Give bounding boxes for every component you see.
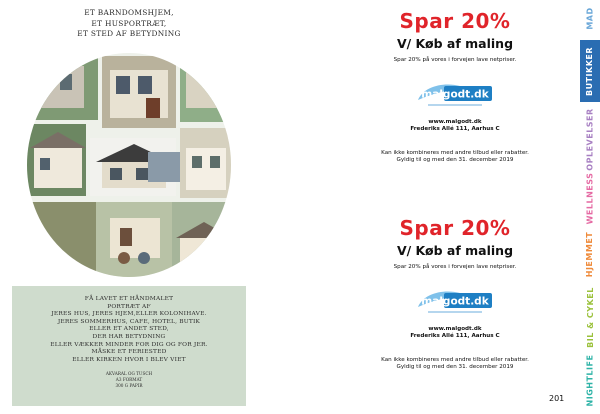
poster-body-line: FÅ LAVET ET HÅNDMALET [84,296,174,302]
tab-butikker[interactable] [580,40,600,102]
coupon-description: Spar 20% på vores i forvejen lave netpriser. [393,264,517,270]
poster-body-line: ELLER KIRKEN HVOR I BLEV VIET [72,356,186,363]
tab-bil-cykel[interactable] [580,286,600,348]
poster-info-box [12,286,246,406]
category-tab-strip [580,0,600,414]
tab-label: BUTIKKER [585,46,595,96]
tab-wellness[interactable] [580,172,600,224]
poster-body-line: PORTRÆT AF [107,303,151,310]
logo-text: malgodt.dk [421,295,489,308]
coupon-subheadline: V/ Køb af maling [396,36,514,51]
poster-body-line: ELLER VÆKKER MINDER FOR DIG OG FOR JER. [50,341,208,348]
tab-nightlife[interactable] [580,352,600,408]
coupon-website[interactable]: www.malgodt.dk [428,119,482,125]
logo-text: malgodt.dk [421,88,489,101]
coupon-headline: Spar 20% [399,216,511,240]
poster-title [12,8,246,40]
poster-title-line: ET HUSPORTRÆT, [91,18,167,28]
coupon-description: Spar 20% på vores i forvejen lave netpriser. [393,57,517,63]
coupon-card[interactable] [350,8,560,164]
malgodt-logo [414,78,496,110]
coupon-subheadline: V/ Køb af maling [396,243,514,258]
coupon-terms-line: Kan ikke kombineres med andre tilbud eller rabatter. [381,150,529,156]
house-portrait-illustration [26,52,232,278]
coupon-website[interactable]: www.malgodt.dk [428,326,482,332]
poster-body-line: JERES SOMMERHUS, CAFE, HOTEL, BUTIK [57,318,201,325]
poster-body-line: DER HAR BETYDNING [92,333,166,340]
poster-title-line: ET STED AF BETYDNING [77,29,181,38]
tab-label: NIGHTLIFE [585,354,595,406]
coupon-headline: Spar 20% [399,9,511,33]
coupon-validity: Gyldig til og med den 31. december 2019 [396,157,514,164]
tab-mad[interactable] [580,4,600,32]
malgodt-logo [414,285,496,317]
tab-label: MAD [585,6,595,30]
coupon-card[interactable] [350,215,560,371]
poster-detail-line: 300 G PAPIR [115,383,143,389]
tab-label: WELLNESS [585,172,595,224]
poster-body-line: MÅSKE ET FERIESTED [91,349,167,356]
poster-detail-line: A3 FORMAT [115,377,143,383]
tab-label: HJEMMET [585,231,595,277]
tab-label: BIL & CYKEL [585,286,595,348]
coupon-validity: Gyldig til og med den 31. december 2019 [396,364,514,371]
coupon-address: Frederiks Allé 111, Aarhus C [410,333,500,339]
tab-hjemmet[interactable] [580,230,600,278]
coupon-address: Frederiks Allé 111, Aarhus C [410,126,500,132]
poster-title-line: ET BARNDOMSHJEM, [84,8,174,17]
poster-body-line: JERES HUS, JERES HJEM,ELLER KOLONIHAVE. [51,311,207,318]
tab-oplevelser[interactable] [580,108,600,170]
poster-body-line: ELLER ET ANDET STED, [89,326,169,333]
poster-detail-line: AKVARAL OG TUSCH [105,371,153,377]
poster-ad [12,4,246,406]
page-number: 201 [549,394,565,403]
tab-label: OPLEVELSER [585,107,595,171]
coupon-terms-line: Kan ikke kombineres med andre tilbud eller rabatter. [381,357,529,363]
